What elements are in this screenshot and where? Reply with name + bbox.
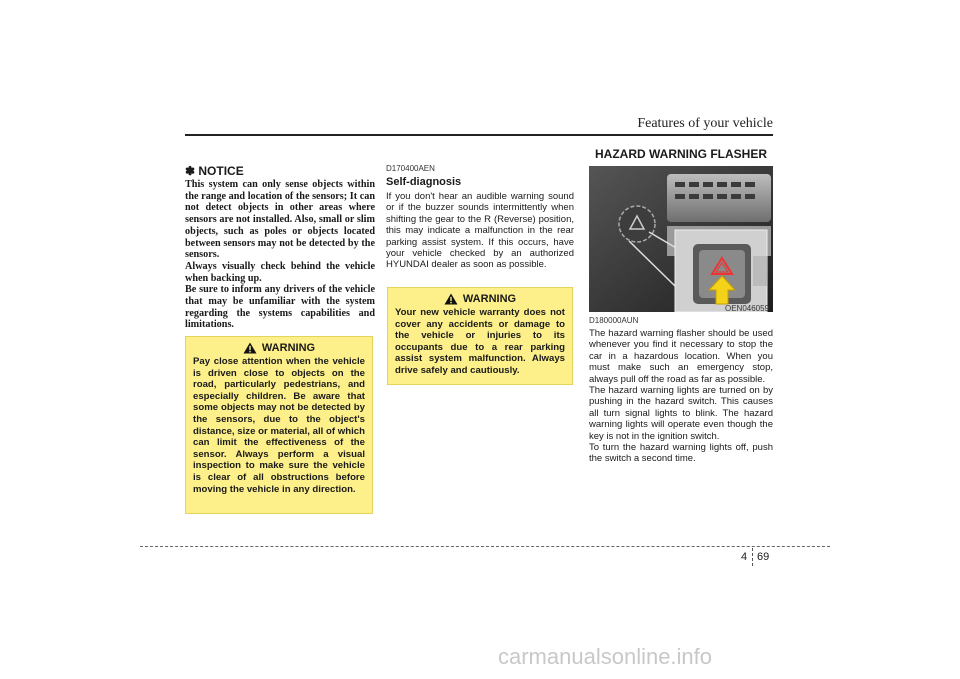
self-diagnosis-title: Self-diagnosis [386, 176, 462, 188]
warning-box-sensors [185, 336, 373, 514]
self-diagnosis-section [386, 164, 574, 271]
chapter-number: 4 [741, 551, 748, 563]
hazard-section [589, 316, 773, 465]
warning-text: Your new vehicle warranty does not cover any accidents or damage to the vehicle or injuries to its occupants due to a rear parking assist system malfunction. Always drive safely and cautiously. [395, 307, 565, 376]
watermark: carmanualsonline.info [498, 644, 713, 669]
image-code: OEN046059 [725, 304, 770, 313]
footer-rule [140, 546, 830, 547]
header-rule [185, 134, 773, 136]
notice-section [185, 164, 375, 331]
section-code: D180000AUN [589, 316, 639, 325]
hazard-section-title: HAZARD WARNING FLASHER [589, 145, 773, 164]
notice-body [185, 179, 375, 331]
notice-title: ✽ NOTICE [185, 164, 244, 178]
header-title: Features of your vehicle [637, 116, 773, 131]
hazard-paragraph-1: The hazard warning flasher should be used whenever you find it necessary to stop the car in a hazardous location. When you must make such an emergency stop, always pull off the road as far as possible. [589, 328, 773, 385]
hazard-paragraph-2: The hazard warning lights are turned on by pushing in the hazard switch. This causes all turn signal lights to blink. The hazard warning lights will operate even though the key is not in the ignition switch. [589, 385, 773, 442]
warning-title: WARNING [261, 342, 316, 354]
self-diagnosis-text: If you don't hear an audible warning sound or if the buzzer sounds intermittently when shifting the gear to the R (Reverse) position, this may indicate a malfunction in the rear parking assist system. If this occurs, have your vehicle checked by an authorized HYUNDAI dealer as soon as possible. [386, 191, 574, 271]
hazard-paragraph-3: To turn the hazard warning lights off, push the switch a second time. [589, 442, 773, 465]
hazard-switch-photo [589, 166, 773, 312]
dashboard-illustration [589, 166, 773, 312]
warning-title: WARNING [462, 293, 517, 305]
page-number: 69 [757, 551, 770, 563]
notice-line-1: This system can only sense objects within the range and location of the sensors; It can not detect objects in other areas where sensors are not installed. Also, small or slim objects, such as poles or objects located between sensors may not be detected by the sensors. [185, 179, 375, 261]
section-code: D170400AEN [386, 164, 435, 173]
warning-text: Pay close attention when the vehicle is driven close to objects on the road, particularly pedestrians, and especially children. Be aware that some objects may not be detected by the sensors, due to the object's distance, size or material, all of which can limit the effectiveness of the sensor. Always perform a visual inspection to make sure the vehicle is clear of all obstructions before moving the vehicle in any direction. [193, 356, 365, 495]
page-separator [752, 548, 753, 566]
hazard-body [589, 328, 773, 465]
notice-line-2: Always visually check behind the vehicle when backing up. [185, 260, 375, 284]
warning-heading [193, 342, 365, 354]
warning-box-warranty [387, 287, 573, 385]
warning-heading [395, 293, 565, 305]
notice-line-3: Be sure to inform any drivers of the vehicle that may be unfamiliar with the system regarding the systems capabilities and limitations. [185, 284, 375, 331]
warning-triangle-icon [243, 342, 257, 354]
warning-triangle-icon [444, 293, 458, 305]
